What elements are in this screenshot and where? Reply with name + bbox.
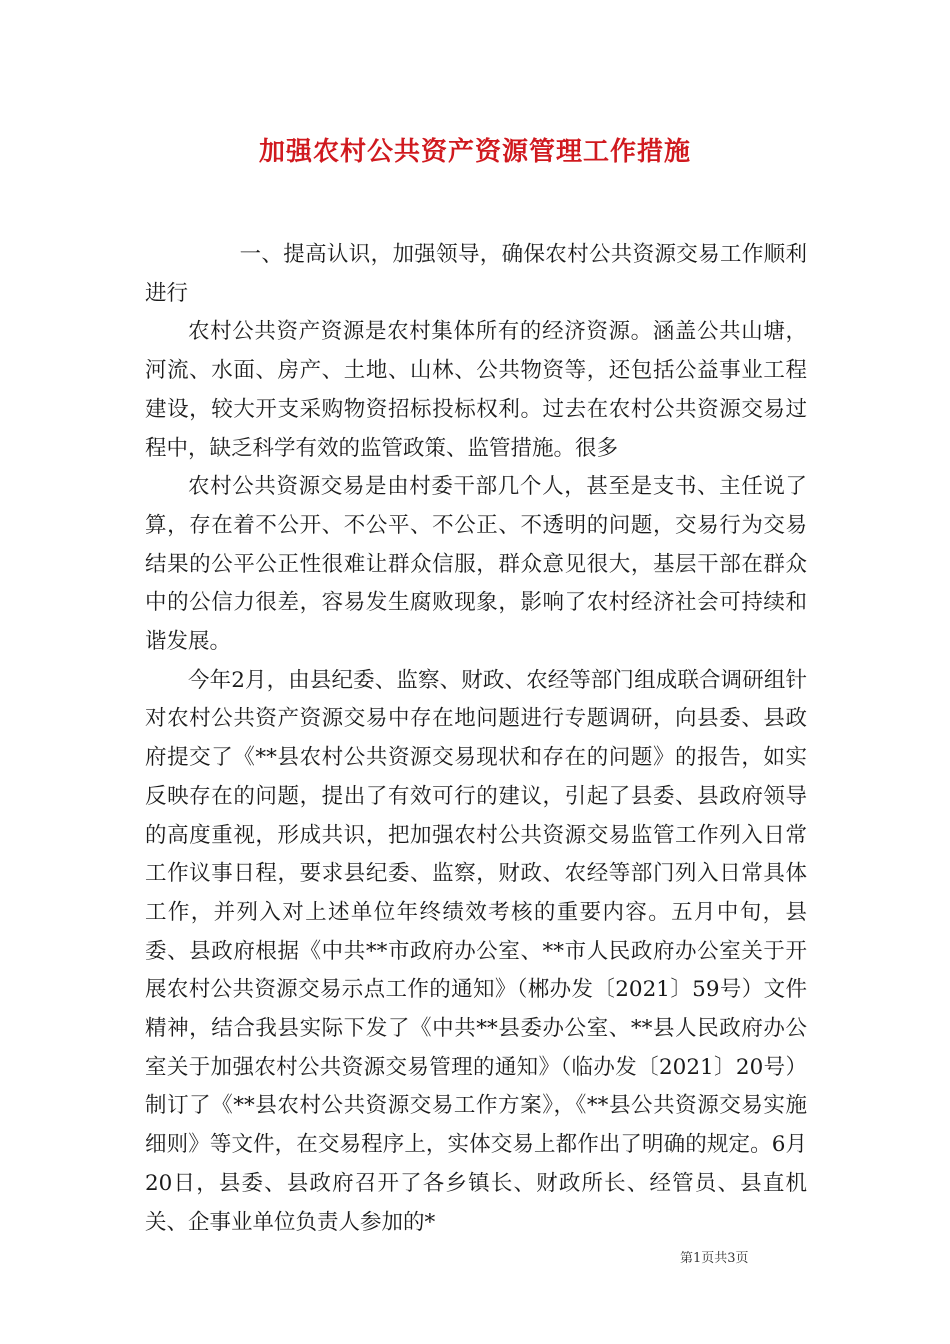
document-title: 加强农村公共资产资源管理工作措施 — [258, 137, 691, 167]
body-paragraph: 今年2月，由县纪委、监察、财政、农经等部门组成联合调研组针对农村公共资产资源交易中存在地问题进行专题调研，向县委、县政府提交了《**县农村公共资源交易现状和存在的问题》的报告，如实反映存在的问题，提出了有效可行的建议，引起了县委、县政府领导的高度重视，形成共识，把加强农村公共资源交易监管工作列入日常工作议事日程，要求县纪委、监察，财政、农经等部门列入日常具体工作，并列入对上述单位年终绩效考核的重要内容。五月中旬，县委、县政府根据《中共**市政府办公室、**市人民政府办公室关于开展农村公共资源交易示点工作的通知》（郴办发〔2021〕59号）文件精神，结合我县实际下发了《中共**县委办公室、**县人民政府办公室关于加强农村公共资源交易管理的通知》（临办发〔2021〕20号）制订了《**县农村公共资源交易工作方案》，《**县公共资源交易实施细则》等文件，在交易程序上，实体交易上都作出了明确的规定。6月20日，县委、县政府召开了各乡镇长、财政所长、经管员、县直机关、企事业单位负责人参加的* — [145, 667, 807, 1235]
body-paragraph: 农村公共资产资源是农村集体所有的经济资源。涵盖公共山塘，河流、水面、房产、土地、山林、公共物资等，还包括公益事业工程建设，较大开支采购物资招标投标权利。过去在农村公共资源交易过程中，缺乏科学有效的监管政策、监管措施。很多 — [145, 319, 807, 461]
section-heading: 一、提高认识，加强领导，确保农村公共资源交易工作顺利进行 — [145, 242, 807, 306]
document-body — [145, 236, 807, 1242]
page-number: 第1页共3页 — [680, 1251, 749, 1266]
body-paragraph: 农村公共资源交易是由村委干部几个人，甚至是支书、主任说了算，存在着不公开、不公平、不公正、不透明的问题，交易行为交易结果的公平公正性很难让群众信服，群众意见很大，基层干部在群众中的公信力很差，容易发生腐败现象，影响了农村经济社会可持续和谐发展。 — [145, 474, 807, 655]
